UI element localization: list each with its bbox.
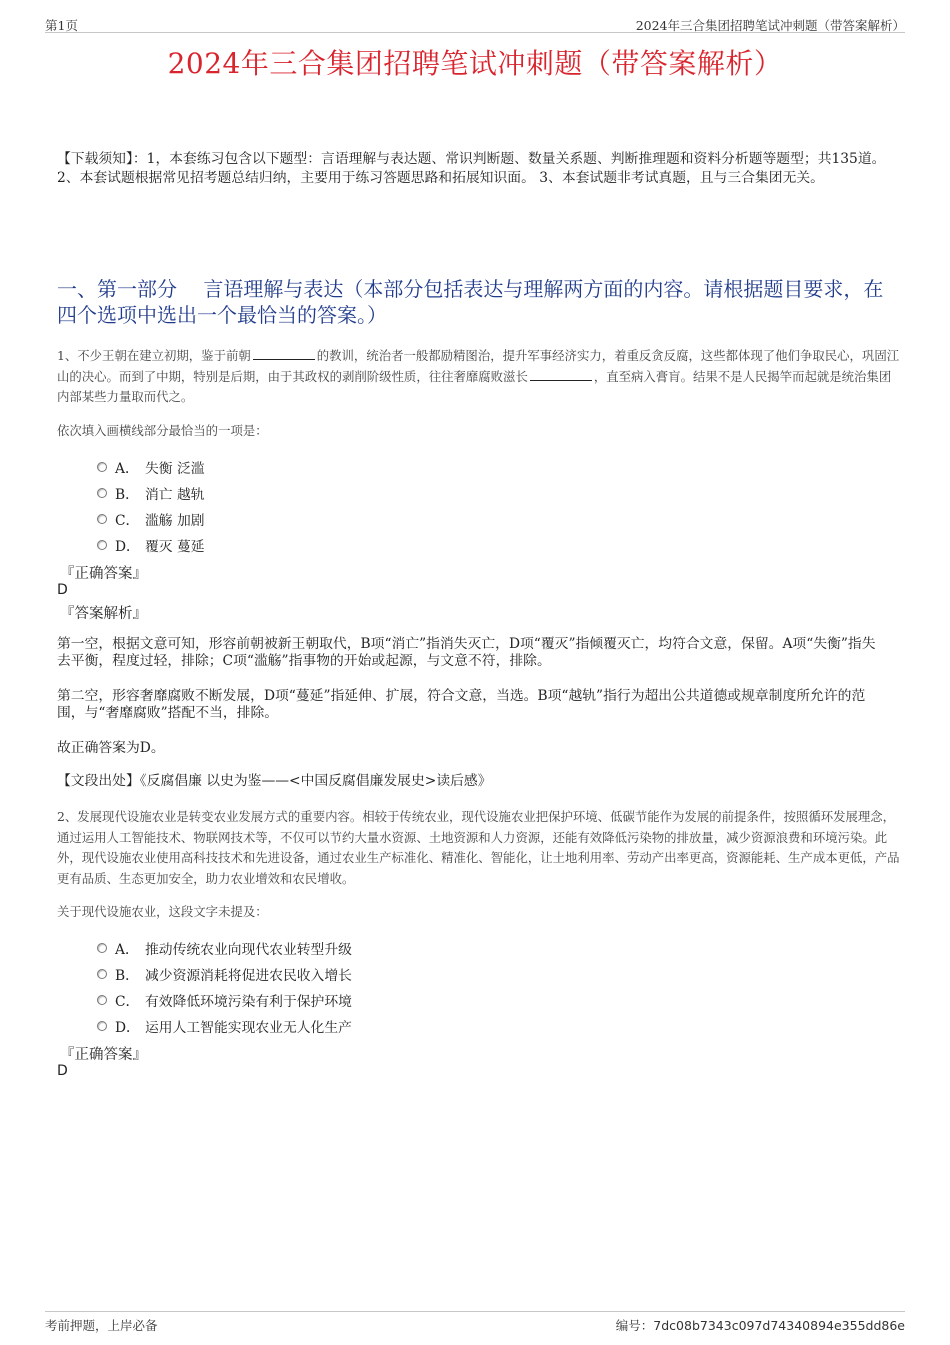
option-letter: C．: [115, 513, 140, 529]
stem-part: 的教训，统治者一般都励精图治，提升军事经济实力，着重反贪反腐，这些都体现了他们争取民心，巩固江山的决心。而到了中期，特别是后期，由于其政权的剥削阶级性质，往往奢靡腐败滋长: [57, 348, 900, 384]
analysis-paragraph: 故正确答案为D。: [57, 740, 165, 756]
option-letter: B．: [115, 968, 139, 984]
option-letter: C．: [115, 994, 140, 1010]
passage-source: 【文段出处】《反腐倡廉 以史为鉴——<中国反腐倡廉发展史>读后感》: [57, 773, 492, 789]
footer-slogan: 考前押题，上岸必备: [45, 1318, 158, 1333]
download-notice: 【下载须知】：1，本套练习包含以下题型：言语理解与表达题、常识判断题、数量关系题、判断推理题和资料分析题等题型；共135道。 2、本套试题根据常见招考题总结归纳，主要用于练习答题思路和拓展知识面。 3、本套试题非考试真题，且与三合集团无关。: [57, 151, 886, 186]
fill-blank: [530, 368, 592, 381]
radio-icon[interactable]: [97, 462, 107, 472]
question-1-answer-label: 『正确答案』: [60, 566, 147, 582]
radio-icon[interactable]: [97, 943, 107, 953]
radio-icon[interactable]: [97, 969, 107, 979]
option-text: 失衡 泛滥: [145, 461, 205, 477]
question-1-answer: D: [57, 582, 68, 598]
option-text: 减少资源消耗将促进农民收入增长: [145, 968, 352, 984]
question-2-answer-label: 『正确答案』: [60, 1047, 147, 1063]
doc-code: [616, 1316, 905, 1334]
analysis-paragraph: 第一空，根据文意可知，形容前朝被新王朝取代，B项“消亡”指消失灭亡，D项“覆灭”指倾覆灭亡，均符合文意，保留。A项“失衡”指失去平衡，程度过轻，排除；C项“滥觞”指事物的开始或起源，与文意不符，排除。: [57, 636, 876, 669]
question-2-answer: D: [57, 1063, 68, 1079]
doc-code-label: 编号：: [615, 1318, 654, 1333]
option-text: 运用人工智能实现农业无人化生产: [145, 1020, 352, 1036]
option-text: 推动传统农业向现代农业转型升级: [145, 942, 352, 958]
doc-code-value: 7dc08b7343c097d74340894e355dd86e: [653, 1318, 905, 1333]
analysis-paragraph: 第二空，形容奢靡腐败不断发展，D项“蔓延”指延伸、扩展，符合文意，当选。B项“越轨”指行为超出公共道德或规章制度所允许的范围，与“奢靡腐败”搭配不当，排除。: [57, 688, 866, 721]
radio-icon[interactable]: [97, 995, 107, 1005]
page-footer: [45, 1311, 905, 1336]
question-1-stem: [57, 346, 902, 408]
question-2-prompt: 关于现代设施农业，这段文字未提及：: [57, 904, 268, 919]
option-text: 消亡 越轨: [145, 487, 205, 503]
option-letter: A．: [115, 461, 139, 477]
option-letter: D．: [115, 539, 140, 555]
radio-icon[interactable]: [97, 488, 107, 498]
radio-icon[interactable]: [97, 514, 107, 524]
radio-icon[interactable]: [97, 540, 107, 550]
option-letter: A．: [115, 942, 139, 958]
stem-part: ，直至病入膏肓。结果不是人民揭竿而起就是统治集团内部某些力量取而代之。: [57, 368, 892, 404]
stem-part: 1、不少王朝在建立初期，鉴于前朝: [57, 348, 251, 363]
radio-icon[interactable]: [97, 1021, 107, 1031]
question-1-prompt: 依次填入画横线部分最恰当的一项是：: [57, 423, 268, 438]
option-letter: D．: [115, 1020, 140, 1036]
question-2-stem: 2、发展现代设施农业是转变农业发展方式的重要内容。相较于传统农业，现代设施农业把保护环境、低碳节能作为发展的前提条件，按照循环发展理念，通过运用人工智能技术、物联网技术等，不仅可以节约大量水资源、土地资源和人力资源，还能有效降低污染物的排放量，减少资源浪费和环境污染。此外，现代设施农业使用高科技技术和先进设备，通过农业生产标准化、精准化、智能化，让土地利用率、劳动产出率更高，资源能耗、生产成本更低，产品更有品质、生态更加安全，助力农业增效和农民增收。: [57, 809, 900, 886]
header-doc-title: 2024年三合集团招聘笔试冲刺题（带答案解析）: [635, 18, 905, 33]
question-1-analysis-label: 『答案解析』: [60, 606, 147, 622]
fill-blank: [253, 347, 315, 360]
option-text: 覆灭 蔓延: [145, 539, 205, 555]
option-text: 有效降低环境污染有利于保护环境: [145, 994, 352, 1010]
page-header: [45, 14, 905, 33]
page-title: 2024年三合集团招聘笔试冲刺题（带答案解析）: [167, 47, 783, 80]
option-letter: B．: [115, 487, 139, 503]
section-title: 一、第一部分 言语理解与表达（本部分包括表达与理解两方面的内容。请根据题目要求，在四个选项中选出一个最恰当的答案。）: [57, 277, 884, 327]
page-number: 第1页: [45, 18, 78, 33]
option-text: 滥觞 加剧: [145, 513, 205, 529]
